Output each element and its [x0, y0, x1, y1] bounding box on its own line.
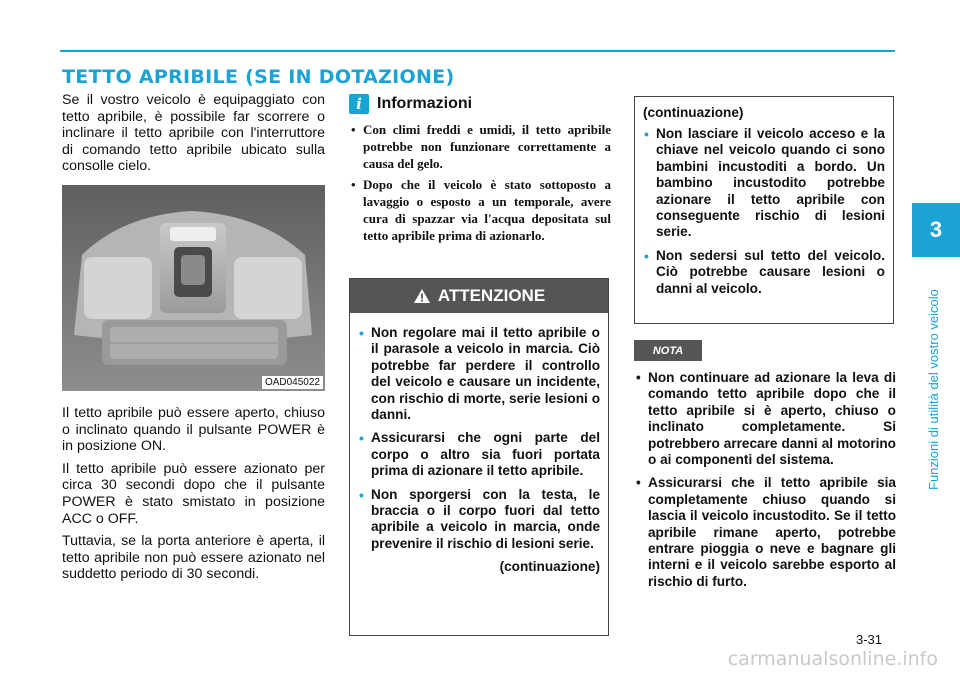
warning-continued-list	[643, 126, 885, 297]
image-code: OAD045022	[262, 376, 323, 389]
sunroof-switch-illustration	[62, 185, 325, 391]
info-section	[349, 94, 611, 250]
note-list	[634, 370, 896, 597]
list-item: • Assicurarsi che ogni parte del corpo o altro sia fuori portata prima di azionare il tetto apribile.	[358, 430, 600, 479]
header-rule	[60, 50, 895, 52]
chapter-tab: 3	[912, 203, 960, 257]
list-item: • Non sedersi sul tetto del veicolo. Ciò potrebbe causare lesioni o danni al veicolo.	[643, 248, 885, 297]
continued-label: (continuazione)	[499, 559, 600, 575]
warning-title: ATTENZIONE	[437, 286, 546, 305]
chapter-title: Funzioni di utilità del vostro veicolo	[926, 289, 941, 490]
warning-box	[349, 278, 609, 636]
warning-triangle-icon	[413, 288, 431, 304]
continued-header: (continuazione)	[643, 105, 744, 120]
info-icon: i	[349, 94, 369, 114]
warning-header	[350, 279, 608, 313]
page-title: TETTO APRIBILE (SE IN DOTAZIONE)	[62, 66, 455, 88]
list-item: • Non lasciare il veicolo acceso e la chiave nel veicolo quando ci sono bambini incustoditi a bordo. Un bambino incustodito potrebbe azionare il tetto apribile con conseguente rischio di lesioni serie.	[643, 126, 885, 241]
warning-body	[350, 313, 608, 574]
list-item: • Non continuare ad azionare la leva di comando tetto apribile dopo che il tetto apribile si è aperto, chiuso o inclinato completamente. Si potrebbero arrecare danni al motorino o ai componenti del sistema.	[634, 370, 896, 468]
page-number: 3-31	[856, 632, 883, 647]
info-header	[349, 94, 611, 114]
warning-list	[358, 325, 600, 552]
list-item: • Non sporgersi con la testa, le braccia o il corpo fuori dal tetto apribile a veicolo in marcia, onde prevenire il rischio di lesioni serie.	[358, 487, 600, 553]
info-list	[349, 122, 611, 245]
list-item: • Non regolare mai il tetto apribile o il parasole a veicolo in marcia. Ciò potrebbe far perdere il controllo del veicolo e causare un incidente, con rischio di morte, serie lesioni o danni.	[358, 325, 600, 423]
intro-paragraph: Se il vostro veicolo è equipaggiato con tetto apribile, è possibile far scorrere o inclinare il tetto apribile con l'interruttore di comando tetto apribile ubicato sulla consolle cielo.	[62, 92, 325, 175]
body-paragraph: Il tetto apribile può essere aperto, chiuso o inclinato quando il pulsante POWER è in posizione ON.	[62, 404, 325, 455]
body-paragraph: Il tetto apribile può essere azionato per circa 30 secondi dopo che il pulsante POWER è stato smistato in posizione ACC o OFF.	[62, 460, 325, 527]
list-item: • Dopo che il veicolo è stato sottoposto a lavaggio o esposto a un temporale, avere cura di spazzar via l'acqua depositata sul tetto apribile prima di azionarlo.	[349, 177, 611, 244]
body-paragraph: Tuttavia, se la porta anteriore è aperta, il tetto apribile non può essere azionato nel suddetto periodo di 30 secondi.	[62, 533, 325, 583]
list-item: • Con climi freddi e umidi, il tetto apribile potrebbe non funzionare correttamente a causa del gelo.	[349, 122, 611, 172]
overhead-console-photo	[62, 185, 325, 391]
note-badge: NOTA	[634, 340, 702, 361]
warning-continued-box	[634, 96, 894, 324]
info-title: Informazioni	[377, 95, 473, 112]
left-column	[62, 92, 325, 589]
list-item: • Assicurarsi che il tetto apribile sia completamente chiuso quando si lascia il veicolo incustodito. Se il tetto apribile rimane aperto, potrebbe entrare pioggia o neve e bagnare gli interni e il veicolo sarebbe esporto al rischio di furto.	[634, 475, 896, 590]
watermark: carmanualsonline.info	[727, 648, 938, 670]
